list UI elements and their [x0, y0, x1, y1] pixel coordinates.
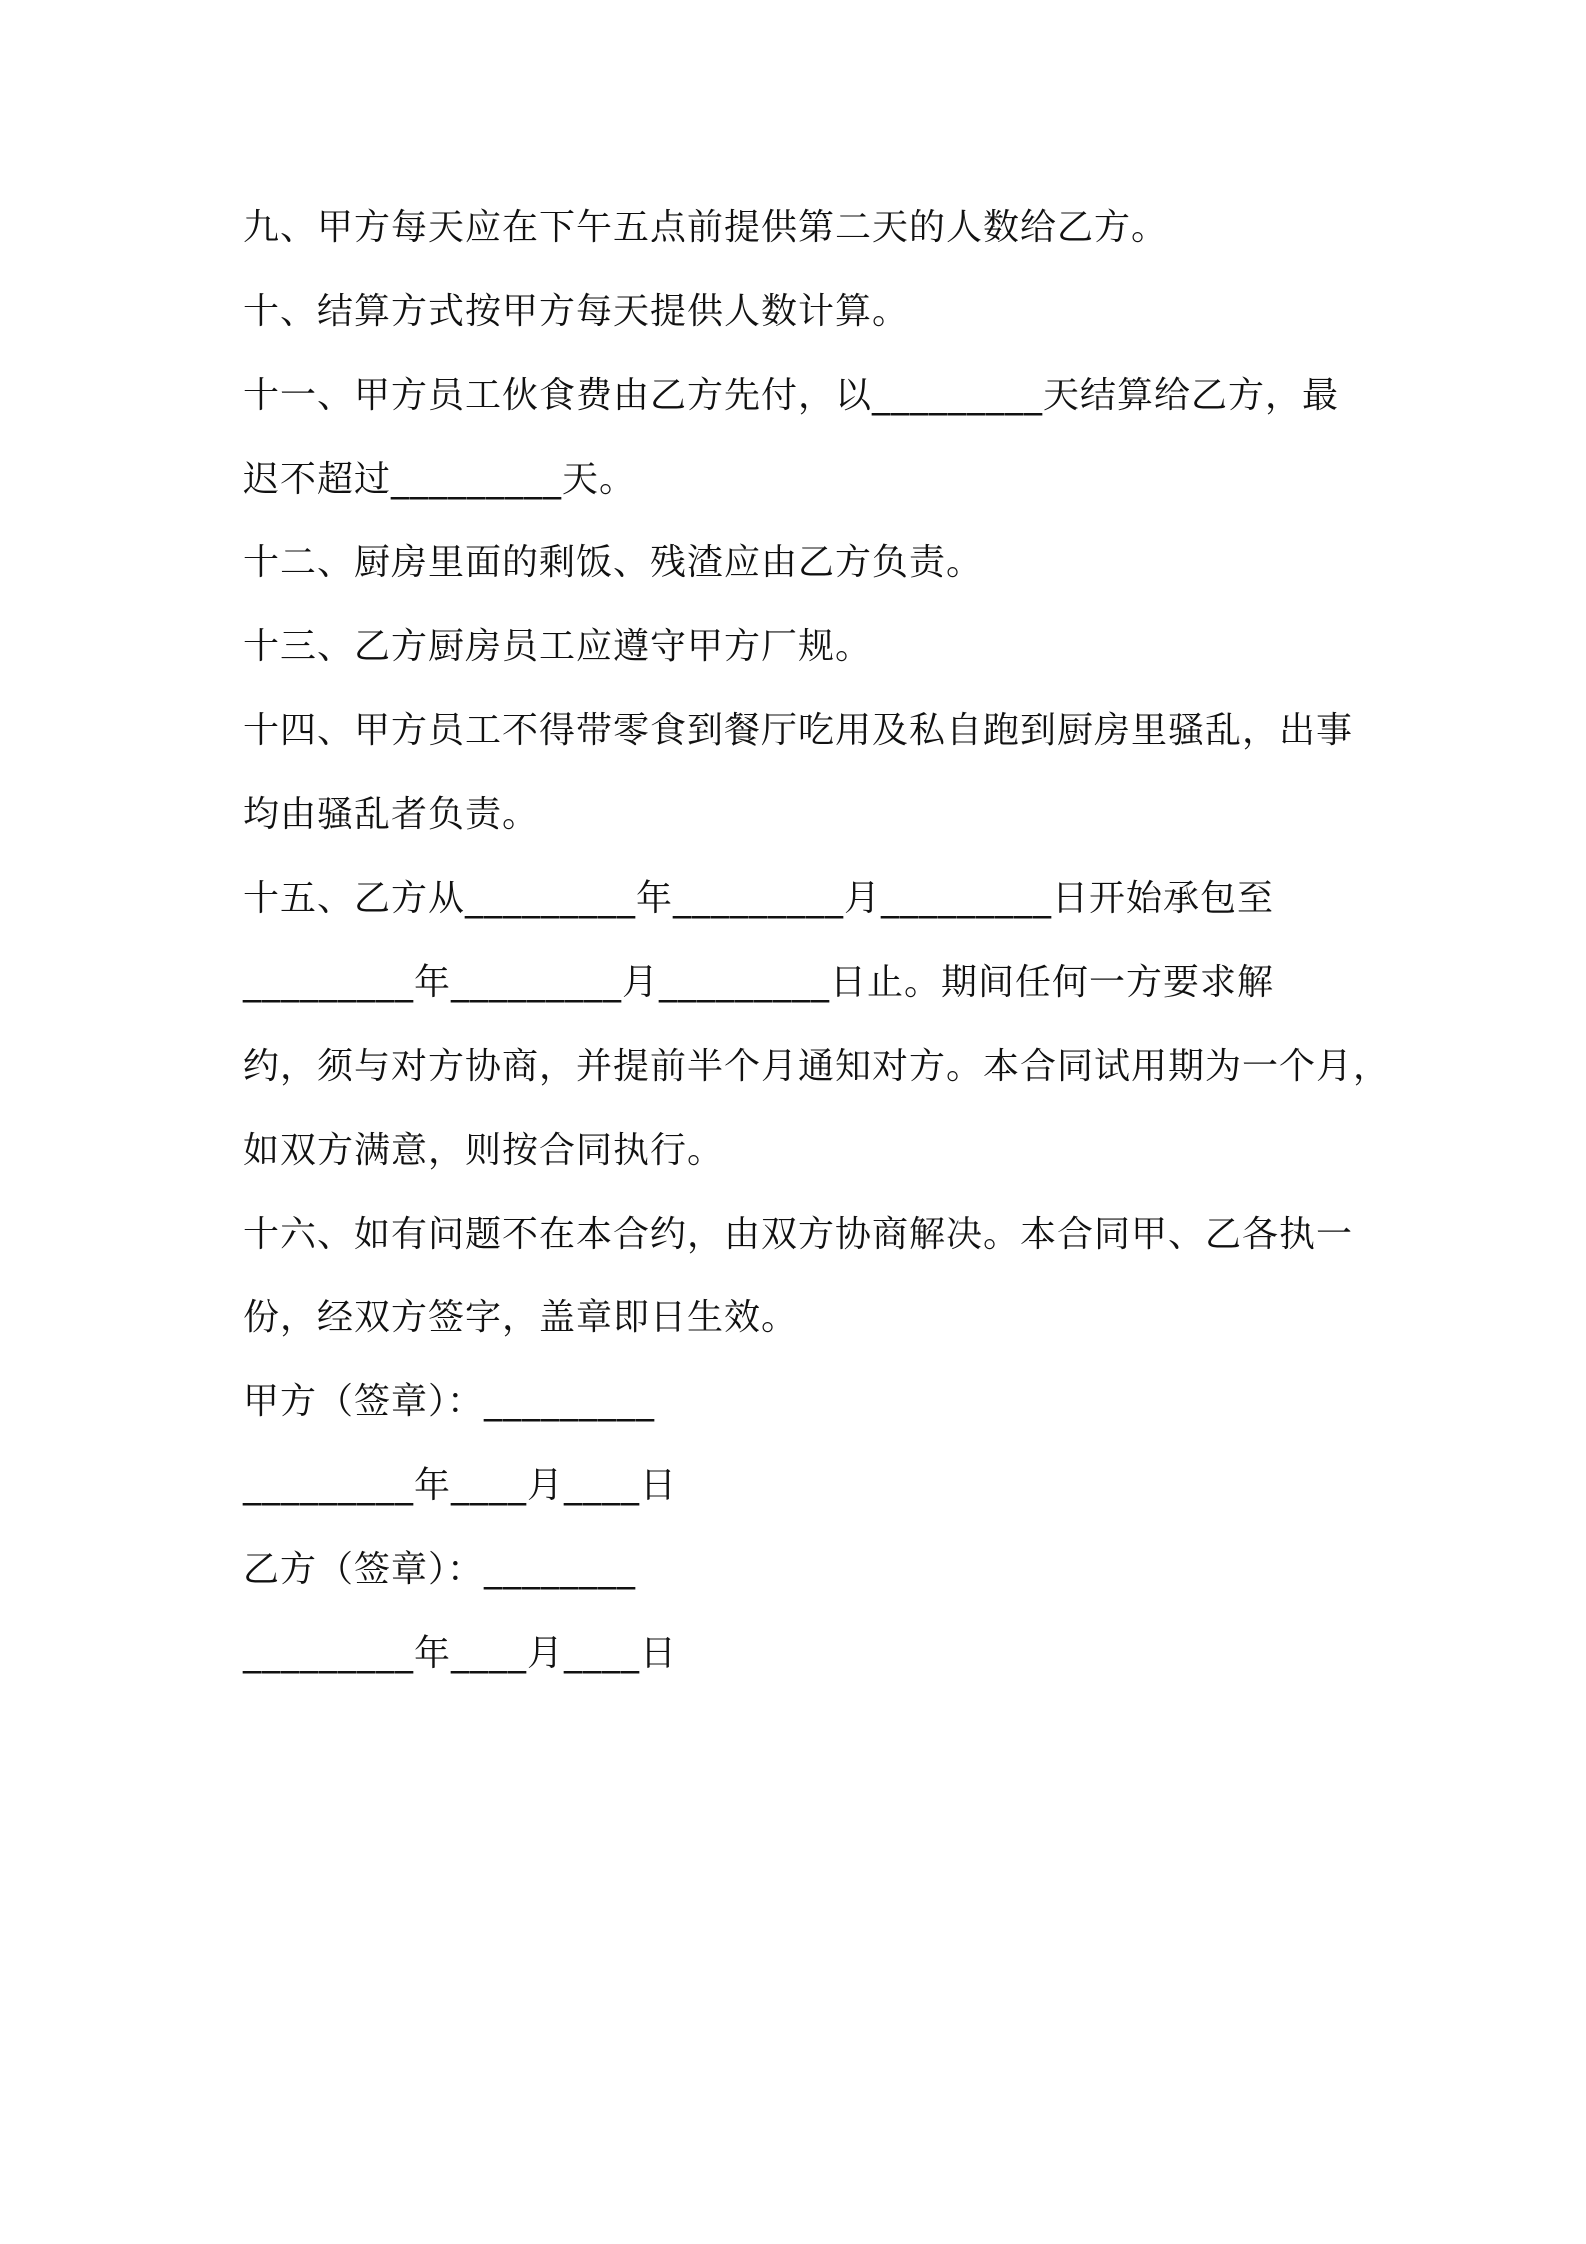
clause-10: 十、结算方式按甲方每天提供人数计算。	[243, 291, 910, 332]
clause-13: 十三、乙方厨房员工应遵守甲方厂规。	[243, 626, 873, 667]
clause-15-line-3: 约，须与对方协商，并提前半个月通知对方。本合同试用期为一个月，	[243, 1046, 1391, 1087]
clause-9: 九、甲方每天应在下午五点前提供第二天的人数给乙方。	[243, 207, 1169, 248]
clause-16-line-1: 十六、如有问题不在本合约，由双方协商解决。本合同甲、乙各执一	[243, 1214, 1354, 1255]
party-b-signature: 乙方（签章）：________	[243, 1549, 637, 1590]
clause-12: 十二、厨房里面的剩饭、残渣应由乙方负责。	[243, 542, 984, 583]
party-a-signature: 甲方（签章）：_________	[243, 1381, 656, 1422]
clause-14-line-2: 均由骚乱者负责。	[243, 794, 540, 835]
clause-11-line-1: 十一、甲方员工伙食费由乙方先付，以_________天结算给乙方，最	[243, 375, 1340, 416]
party-a-date: _________年____月____日	[243, 1465, 677, 1506]
clause-16-line-2: 份，经双方签字，盖章即日生效。	[243, 1297, 799, 1338]
clause-15-line-1: 十五、乙方从_________年_________月_________日开始承包至	[243, 878, 1275, 919]
party-b-date: _________年____月____日	[243, 1633, 677, 1674]
clause-11-line-2: 迟不超过_________天。	[243, 459, 637, 500]
clause-14-line-1: 十四、甲方员工不得带零食到餐厅吃用及私自跑到厨房里骚乱，出事	[243, 710, 1354, 751]
clause-15-line-4: 如双方满意，则按合同执行。	[243, 1130, 725, 1171]
clause-15-line-2: _________年_________月_________日止。期间任何一方要求解	[243, 962, 1275, 1003]
